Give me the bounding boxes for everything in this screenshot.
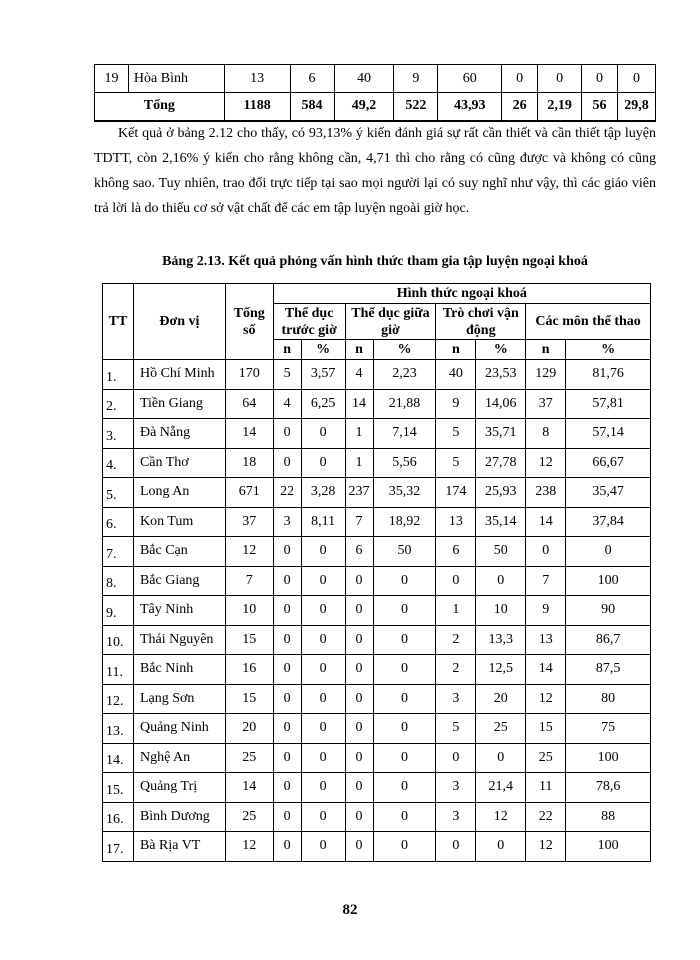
row-index: 13.	[103, 714, 134, 744]
table-cell: 35,32	[373, 478, 436, 508]
table-cell: 0	[476, 743, 526, 773]
table-cell: 1	[345, 419, 373, 449]
table-cell: 15	[526, 714, 566, 744]
table-cell: 0	[301, 802, 345, 832]
table-row	[103, 832, 651, 862]
total-cell: 49,2	[334, 93, 394, 121]
table-cell: 88	[566, 802, 651, 832]
table-cell: 57,81	[566, 389, 651, 419]
table-cell: 100	[566, 566, 651, 596]
table-cell: 13	[436, 507, 476, 537]
table-cell: 129	[526, 360, 566, 390]
table-cell: 5	[436, 448, 476, 478]
table-cell: 0	[273, 773, 301, 803]
row-index: 2.	[103, 389, 134, 419]
table-cell: 174	[436, 478, 476, 508]
total-cell: 522	[394, 93, 438, 121]
table-cell: 0	[273, 832, 301, 862]
table-cell: 4	[345, 360, 373, 390]
total-cell: 26	[502, 93, 538, 121]
table-row	[103, 773, 651, 803]
unit-name-cell: Bắc Cạn	[133, 537, 225, 567]
table-cell: 7	[526, 566, 566, 596]
table-cell: 2,23	[373, 360, 436, 390]
table-cell: 0	[526, 537, 566, 567]
table-cell: 8	[526, 419, 566, 449]
table-caption: Bảng 2.13. Kết quả phỏng vấn hình thức tham gia tập luyện ngoại khoá	[162, 254, 588, 269]
table-cell: 3	[436, 684, 476, 714]
table-cell: 81,76	[566, 360, 651, 390]
total-cell: 56	[582, 93, 618, 121]
table-cell: 9	[394, 65, 438, 93]
table-cell: 100	[566, 832, 651, 862]
row-index: 8.	[103, 566, 134, 596]
table-cell: 0	[436, 566, 476, 596]
table-cell: 15	[225, 625, 273, 655]
header-n: n	[345, 340, 373, 360]
table-cell: 12	[526, 832, 566, 862]
table-row	[103, 655, 651, 685]
total-cell: 29,8	[617, 93, 655, 121]
table-cell: 7,14	[373, 419, 436, 449]
header-n: n	[526, 340, 566, 360]
unit-name-cell: Đà Nẵng	[133, 419, 225, 449]
table-row	[103, 566, 651, 596]
row-index: 15.	[103, 773, 134, 803]
table-cell: 1	[345, 448, 373, 478]
unit-name-cell: Quảng Ninh	[133, 714, 225, 744]
header-pct: %	[373, 340, 436, 360]
table-cell: 10	[476, 596, 526, 626]
table-cell: 25	[225, 802, 273, 832]
table-cell: 27,78	[476, 448, 526, 478]
interview-results-table	[102, 283, 651, 862]
table-row	[103, 596, 651, 626]
table-row	[103, 537, 651, 567]
table-cell: 0	[345, 596, 373, 626]
table-cell: 6	[436, 537, 476, 567]
row-index: 10.	[103, 625, 134, 655]
table-cell: 6,25	[301, 389, 345, 419]
unit-name-cell: Bắc Ninh	[133, 655, 225, 685]
table-cell: 22	[273, 478, 301, 508]
table-cell: 78,6	[566, 773, 651, 803]
table-cell: 86,7	[566, 625, 651, 655]
table-cell: 100	[566, 743, 651, 773]
table-cell: 8,11	[301, 507, 345, 537]
table-row	[103, 419, 651, 449]
table-cell: 16	[225, 655, 273, 685]
table-cell: 0	[273, 448, 301, 478]
table-cell: 25	[225, 743, 273, 773]
row-index: 16.	[103, 802, 134, 832]
table-cell: 5,56	[373, 448, 436, 478]
table-cell: 0	[566, 537, 651, 567]
table-cell: 0	[345, 684, 373, 714]
row-index: 3.	[103, 419, 134, 449]
table-cell: 0	[373, 684, 436, 714]
table-cell: 23,53	[476, 360, 526, 390]
table-cell: 0	[345, 625, 373, 655]
table-cell: 0	[301, 773, 345, 803]
table-cell: 0	[273, 566, 301, 596]
table-cell: 75	[566, 714, 651, 744]
table-cell: 0	[502, 65, 538, 93]
table-cell: 3	[436, 773, 476, 803]
header-pct: %	[301, 340, 345, 360]
table-cell: 238	[526, 478, 566, 508]
table-row	[103, 507, 651, 537]
table-cell: 0	[345, 566, 373, 596]
table-cell: 0	[301, 625, 345, 655]
row-index: 4.	[103, 448, 134, 478]
table-cell: 14	[225, 773, 273, 803]
table-cell: 0	[345, 714, 373, 744]
table-cell: 5	[436, 714, 476, 744]
table-cell: 12	[225, 832, 273, 862]
table-cell: 13	[224, 65, 290, 93]
header-n: n	[436, 340, 476, 360]
table-row	[103, 448, 651, 478]
paragraph-text: Kết quả ở bảng 2.12 cho thấy, có 93,13% ý kiến đánh giá sự rất cần thiết và cần thiết tập luyện TDTT, còn 2,16% ý kiến cho rằng không cần, 4,71 thì cho rằng có cũng được và không có cũng không sao. Tuy nhiên, trao đổi trực tiếp tại sao mọi người lại có suy nghĩ như vậy, thì các giáo viên trả lời là do thiếu cơ sở vật chất để các em tập luyện ngoài giờ học.	[94, 126, 656, 216]
row-index: 9.	[103, 596, 134, 626]
total-cell: 1188	[224, 93, 290, 121]
table-cell: 11	[526, 773, 566, 803]
unit-name-cell: Tiền Giang	[133, 389, 225, 419]
table-cell: 64	[225, 389, 273, 419]
header-tt: TT	[103, 284, 134, 360]
unit-name-cell: Bà Rịa VT	[133, 832, 225, 862]
table-cell: 12	[476, 802, 526, 832]
table-cell: 20	[476, 684, 526, 714]
header-group: Hình thức ngoại khoá	[273, 284, 650, 304]
table-cell: 0	[476, 566, 526, 596]
table-cell: 2	[436, 625, 476, 655]
table-cell: 3	[436, 802, 476, 832]
table-cell: 7	[225, 566, 273, 596]
table-cell: 0	[301, 684, 345, 714]
table-cell: 35,14	[476, 507, 526, 537]
row-index: 12.	[103, 684, 134, 714]
table-cell: 12	[526, 448, 566, 478]
table-cell: 14	[345, 389, 373, 419]
table-row	[103, 684, 651, 714]
table-cell: 0	[373, 714, 436, 744]
table-cell: 0	[273, 655, 301, 685]
table-cell: 22	[526, 802, 566, 832]
table-cell: 12	[526, 684, 566, 714]
header-n: n	[273, 340, 301, 360]
row-index: 14.	[103, 743, 134, 773]
table-cell: 14	[526, 507, 566, 537]
table-cell: 0	[582, 65, 618, 93]
table-cell: 0	[301, 566, 345, 596]
page-number: 82	[342, 902, 358, 918]
table-cell: 13,3	[476, 625, 526, 655]
body-paragraph	[94, 121, 656, 221]
table-cell: 37	[526, 389, 566, 419]
table-cell: 0	[301, 743, 345, 773]
table-cell: 10	[225, 596, 273, 626]
table-cell: 40	[334, 65, 394, 93]
unit-name-cell: Tây Ninh	[133, 596, 225, 626]
unit-name-cell: Cần Thơ	[133, 448, 225, 478]
table-cell: 5	[436, 419, 476, 449]
table-cell: 0	[373, 566, 436, 596]
previous-table-fragment	[94, 64, 656, 122]
table-cell: 0	[373, 743, 436, 773]
table-row	[103, 743, 651, 773]
table-cell: 0	[273, 625, 301, 655]
table-cell: 0	[345, 802, 373, 832]
unit-name-cell: Quảng Trị	[133, 773, 225, 803]
table-cell: 0	[345, 832, 373, 862]
table-cell: 0	[345, 655, 373, 685]
table-cell: 37	[225, 507, 273, 537]
table-cell: 14	[225, 419, 273, 449]
table-cell: 2	[436, 655, 476, 685]
unit-name-cell: Kon Tum	[133, 507, 225, 537]
table-cell: 15	[225, 684, 273, 714]
total-cell: 584	[290, 93, 334, 121]
table-cell: 19	[95, 65, 129, 93]
table-cell: 14,06	[476, 389, 526, 419]
table-cell: 21,88	[373, 389, 436, 419]
table-row	[103, 360, 651, 390]
table-row	[103, 714, 651, 744]
table-cell: 21,4	[476, 773, 526, 803]
table-cell: 0	[301, 419, 345, 449]
header-pct: %	[566, 340, 651, 360]
table-cell: 0	[373, 596, 436, 626]
table-cell: 0	[273, 714, 301, 744]
header-sub-4: Các môn thể thao	[526, 304, 651, 340]
table-cell: 90	[566, 596, 651, 626]
table-cell: 0	[301, 537, 345, 567]
table-cell: 0	[301, 448, 345, 478]
table-cell: 0	[273, 743, 301, 773]
header-sub-2: Thể dục giữa giờ	[345, 304, 436, 340]
table-cell: 35,71	[476, 419, 526, 449]
row-index: 17.	[103, 832, 134, 862]
table-cell: 0	[373, 655, 436, 685]
table-cell: 0	[273, 596, 301, 626]
table-cell: 3	[273, 507, 301, 537]
table-cell: 37,84	[566, 507, 651, 537]
table-cell: 25	[526, 743, 566, 773]
unit-name-cell: Hòa Bình	[128, 65, 224, 93]
table-cell: 50	[373, 537, 436, 567]
table-cell: 50	[476, 537, 526, 567]
table-row	[103, 625, 651, 655]
table-cell: 0	[373, 625, 436, 655]
table-cell: 0	[373, 832, 436, 862]
table-cell: 18,92	[373, 507, 436, 537]
unit-name-cell: Bắc Giang	[133, 566, 225, 596]
table-cell: 40	[436, 360, 476, 390]
table-cell: 25	[476, 714, 526, 744]
table-cell: 5	[273, 360, 301, 390]
table-cell: 13	[526, 625, 566, 655]
table-cell: 57,14	[566, 419, 651, 449]
unit-name-cell: Hồ Chí Minh	[133, 360, 225, 390]
row-index: 5.	[103, 478, 134, 508]
row-index: 7.	[103, 537, 134, 567]
table-cell: 87,5	[566, 655, 651, 685]
header-unit: Đơn vị	[133, 284, 225, 360]
table-cell: 170	[225, 360, 273, 390]
table-cell: 0	[273, 802, 301, 832]
table-cell: 14	[526, 655, 566, 685]
table-cell: 0	[436, 743, 476, 773]
table-row	[95, 65, 656, 93]
header-sub-1: Thể dục trước giờ	[273, 304, 345, 340]
table-cell: 0	[373, 802, 436, 832]
unit-name-cell: Thái Nguyên	[133, 625, 225, 655]
table-cell: 6	[290, 65, 334, 93]
unit-name-cell: Nghệ An	[133, 743, 225, 773]
table-cell: 12,5	[476, 655, 526, 685]
table-cell: 671	[225, 478, 273, 508]
table-cell: 35,47	[566, 478, 651, 508]
row-index: 1.	[103, 360, 134, 390]
unit-name-cell: Long An	[133, 478, 225, 508]
table-cell: 0	[273, 684, 301, 714]
table-row	[103, 802, 651, 832]
table-cell: 0	[617, 65, 655, 93]
table-cell: 0	[273, 537, 301, 567]
header-pct: %	[476, 340, 526, 360]
table-cell: 0	[301, 714, 345, 744]
table-cell: 18	[225, 448, 273, 478]
table-cell: 0	[476, 832, 526, 862]
table-cell: 0	[301, 832, 345, 862]
table-cell: 66,67	[566, 448, 651, 478]
total-cell: 2,19	[538, 93, 582, 121]
table-cell: 0	[301, 596, 345, 626]
table-row	[103, 478, 651, 508]
total-row	[95, 93, 656, 121]
table-cell: 12	[225, 537, 273, 567]
row-index: 11.	[103, 655, 134, 685]
total-cell: 43,93	[438, 93, 502, 121]
table-cell: 4	[273, 389, 301, 419]
table-cell: 3,57	[301, 360, 345, 390]
table-cell: 0	[301, 655, 345, 685]
table-cell: 9	[526, 596, 566, 626]
table-cell: 20	[225, 714, 273, 744]
table-cell: 25,93	[476, 478, 526, 508]
unit-name-cell: Bình Dương	[133, 802, 225, 832]
table-cell: 3,28	[301, 478, 345, 508]
header-sub-3: Trò chơi vận động	[436, 304, 526, 340]
table-cell: 237	[345, 478, 373, 508]
table-cell: 1	[436, 596, 476, 626]
table-cell: 0	[436, 832, 476, 862]
total-label: Tổng	[95, 93, 225, 121]
table-cell: 0	[538, 65, 582, 93]
table-cell: 0	[345, 773, 373, 803]
header-total: Tổng số	[225, 284, 273, 360]
unit-name-cell: Lạng Sơn	[133, 684, 225, 714]
row-index: 6.	[103, 507, 134, 537]
table-cell: 60	[438, 65, 502, 93]
table-row	[103, 389, 651, 419]
table-cell: 9	[436, 389, 476, 419]
table-cell: 80	[566, 684, 651, 714]
table-cell: 7	[345, 507, 373, 537]
table-cell: 0	[345, 743, 373, 773]
table-cell: 0	[373, 773, 436, 803]
table-cell: 0	[273, 419, 301, 449]
table-cell: 6	[345, 537, 373, 567]
